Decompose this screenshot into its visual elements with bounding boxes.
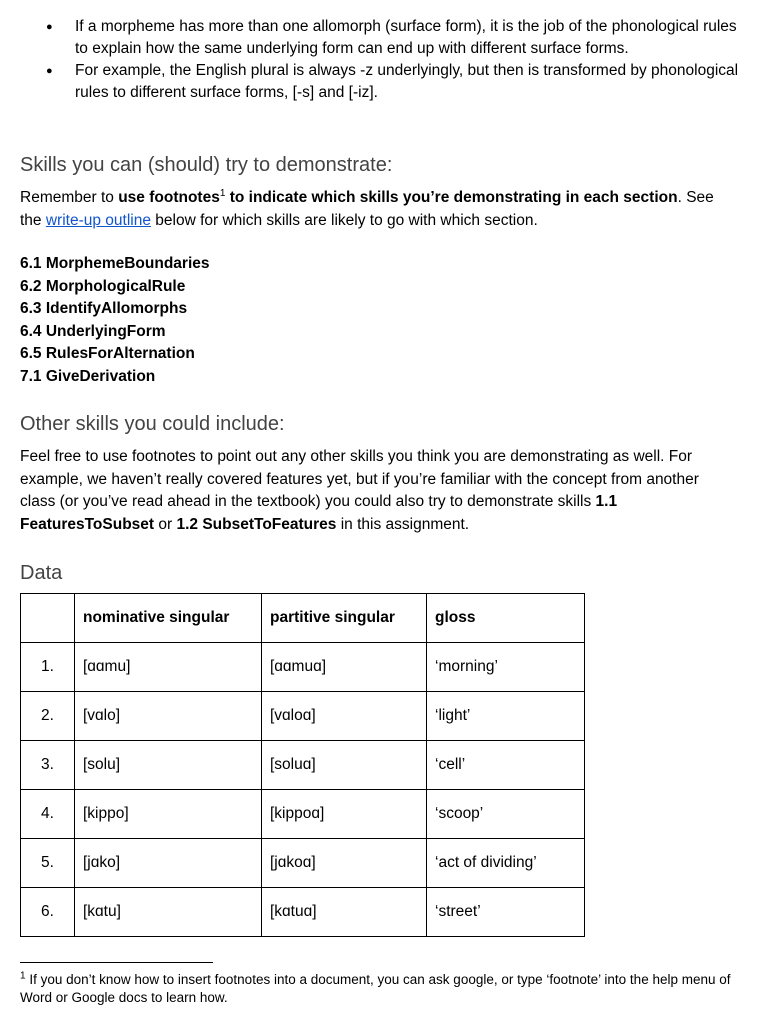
other-text-pre: Feel free to use footnotes to point out any other skills you think you are demonstrating as well. For example, we haven’t really covered features yet, but if you’re familiar with the concept from another class (or you’ve read ahead in the textbook) you could also try to demonstrate skills xyxy=(20,448,699,510)
table-header-cell: nominative singular xyxy=(75,594,262,643)
table-cell: 3. xyxy=(21,741,75,790)
footnote-ref[interactable]: 1 xyxy=(219,187,226,199)
table-cell: ‘morning’ xyxy=(427,643,585,692)
table-cell: ‘act of dividing’ xyxy=(427,839,585,888)
intro-bullet-list xyxy=(20,16,740,104)
table-cell: 5. xyxy=(21,839,75,888)
table-row xyxy=(21,643,585,692)
table-cell: [vɑlo] xyxy=(75,692,262,741)
skills-heading: Skills you can (should) try to demonstrate: xyxy=(20,154,393,176)
remember-pre: Remember to xyxy=(20,189,119,206)
skill-list xyxy=(20,253,210,388)
remember-paragraph xyxy=(20,187,735,232)
table-cell: [soluɑ] xyxy=(262,741,427,790)
table-cell: [solu] xyxy=(75,741,262,790)
footnote-text: If you don’t know how to insert footnotes into a document, you can ask google, or type ‘footnote’ into the help menu of Word or Google docs to learn how. xyxy=(20,972,731,1005)
footnote-divider xyxy=(20,962,213,963)
table-cell: [ɑɑmu] xyxy=(75,643,262,692)
table-cell: [kippoɑ] xyxy=(262,790,427,839)
table-cell: ‘street’ xyxy=(427,888,585,937)
table-header-cell xyxy=(21,594,75,643)
table-cell: 1. xyxy=(21,643,75,692)
skill-item: 6.4 UnderlyingForm xyxy=(20,322,166,340)
data-heading: Data xyxy=(20,562,63,584)
remember-bold: use footnotes xyxy=(118,189,220,206)
table-cell: [kɑtuɑ] xyxy=(262,888,427,937)
table-cell: 2. xyxy=(21,692,75,741)
table-header-cell: gloss xyxy=(427,594,585,643)
other-bold2: 1.2 SubsetToFeatures xyxy=(176,515,337,533)
data-table xyxy=(20,593,585,937)
table-cell: ‘light’ xyxy=(427,692,585,741)
table-row xyxy=(21,839,585,888)
table-cell: ‘scoop’ xyxy=(427,790,585,839)
remember-mid: . See the xyxy=(20,189,714,229)
remember-post: below for which skills are likely to go with which section. xyxy=(150,211,538,229)
other-skills-paragraph xyxy=(20,446,735,536)
table-cell: [kɑtu] xyxy=(75,888,262,937)
table-cell: [ɑɑmuɑ] xyxy=(262,643,427,692)
table-cell: ‘cell’ xyxy=(427,741,585,790)
footnote-mark: 1 xyxy=(20,970,26,982)
skill-item: 6.2 MorphologicalRule xyxy=(20,277,186,295)
skill-item: 6.3 IdentifyAllomorphs xyxy=(20,300,188,317)
table-header-cell: partitive singular xyxy=(262,594,427,643)
table-cell: 6. xyxy=(21,888,75,937)
table-row xyxy=(21,790,585,839)
other-bold1: 1.1 FeaturesToSubset xyxy=(20,493,618,533)
table-cell: [vɑloɑ] xyxy=(262,692,427,741)
remember-bold2: to indicate which skills you’re demonstrating in each section xyxy=(225,189,678,206)
bullet-item: ● If a morpheme has more than one allomorph (surface form), it is the job of the phonological rules to explain how the same underlying form can end up with different surface forms. xyxy=(20,16,740,60)
table-header-row xyxy=(21,594,585,643)
other-text-mid: or xyxy=(154,515,177,533)
table-cell: [jɑkoɑ] xyxy=(262,839,427,888)
table-cell: [jɑko] xyxy=(75,839,262,888)
skill-item: 7.1 GiveDerivation xyxy=(20,367,156,385)
table-row xyxy=(21,692,585,741)
table-cell: [kippo] xyxy=(75,790,262,839)
bullet-item: ● For example, the English plural is always -z underlyingly, but then is transformed by phonological rules to different surface forms, [-s] and [-iz]. xyxy=(20,60,740,104)
write-up-outline-link[interactable]: write-up outline xyxy=(45,211,151,229)
other-text-post: in this assignment. xyxy=(336,515,470,533)
footnote xyxy=(20,971,740,1007)
other-skills-heading: Other skills you could include: xyxy=(20,413,285,435)
table-row xyxy=(21,741,585,790)
table-row xyxy=(21,888,585,937)
table-cell: 4. xyxy=(21,790,75,839)
skill-item: 6.5 RulesForAlternation xyxy=(20,345,195,362)
skill-item: 6.1 MorphemeBoundaries xyxy=(20,255,210,272)
